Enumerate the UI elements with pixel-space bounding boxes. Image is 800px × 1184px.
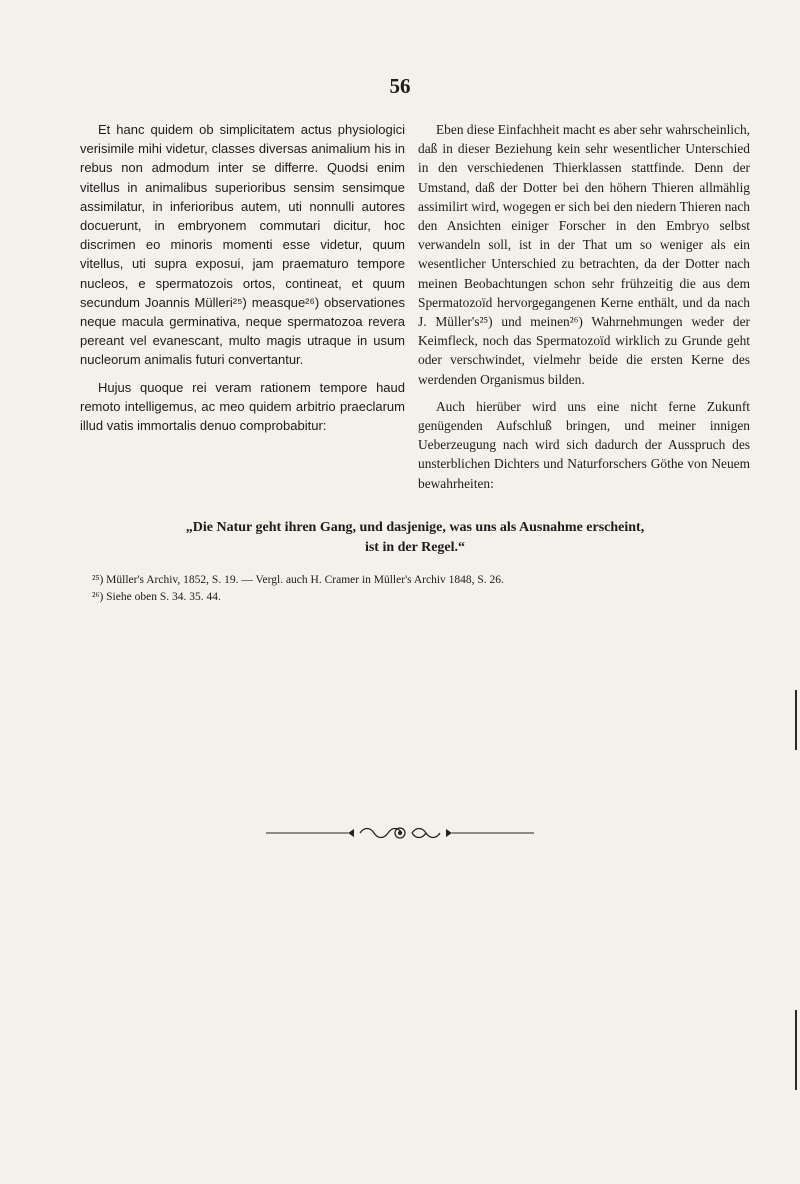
goethe-quote <box>80 518 750 558</box>
german-column <box>418 120 750 501</box>
page-edge-mark <box>795 1010 797 1090</box>
latin-column <box>80 120 405 443</box>
footnote-26: ²⁶) Siehe oben S. 34. 35. 44. <box>92 591 221 603</box>
latin-paragraph-2: Hujus quoque rei veram rationem tempore haud remoto intelligemus, ac meo quidem arbitrio praeclarum illud vatis immortalis denuo comprobabitur: <box>80 379 405 434</box>
page-number: 56 <box>389 74 411 98</box>
latin-paragraph-1: Et hanc quidem ob simplicitatem actus physiologici verisimile mihi videtur, classes diversas animalium his in rebus non admodum inter se differre. Quodsi enim vitellus in animalibus superioribus sensim sensimque assimilatur, in inferioribus autem, uti nonnulli autores docuerunt, in embryonem commutari dicitur, hoc discrimen eo minoris momenti esse videtur, quum vitellus, uti supra exposui, jam praematuro tempore nucleos, e spermatozois ortos, contineat, et quum secundum Joannis Mülleri²⁵) measque²⁶) observationes neque macula germinativa, neque spermatozoa revera pereant vel evanescant, multo magis utraque in usum nucleorum animalis futuri convertantur. <box>80 122 405 368</box>
footnote-25: ²⁵) Müller's Archiv, 1852, S. 19. — Vergl. auch H. Cramer in Müller's Archiv 1848, S. 26. <box>92 574 504 586</box>
decorative-ornament <box>266 826 534 840</box>
german-paragraph-1: Eben diese Einfachheit macht es aber sehr wahrscheinlich, daß in dieser Beziehung kein sehr wesentlicher Unterschied in den verschiedenen Thierklassen stattfinde. Denn der Umstand, daß der Dotter bei den höhern Thieren allmählig assimilirt wird, wogegen er sich bei den niedern Thieren nach den Ansichten einiger Forscher in den Embryo selbst verwandeln soll, ist in der That um so weniger als ein wesentlicher Unterschied zu betrachten, da der Dotter nach meinen Beobachtungen schon sehr frühzeitig die aus dem Spermatozoïd hervorgegangenen Kerne enthält, und da nach J. Müller's²⁵) und meinen²⁶) Wahrnehmungen weder der Keimfleck, noch das Spermatozoïd wirklich zu Grunde geht oder verschwindet, vielmehr beide die ersten Kerne des werdenden Organismus bilden. <box>418 122 750 387</box>
page-edge-mark <box>795 690 797 750</box>
quote-line-1: „Die Natur geht ihren Gang, und dasjenige, was uns als Ausnahme erscheint, <box>185 520 645 535</box>
german-paragraph-2: Auch hierüber wird uns eine nicht ferne Zukunft genügenden Aufschluß bringen, und meiner innigen Ueberzeugung nach wird sich dadurch der Ausspruch des unsterblichen Dichters und Naturforschers Göthe von Neuem bewahrheiten: <box>418 398 750 491</box>
quote-line-2: ist in der Regel.“ <box>364 540 466 555</box>
footnotes <box>92 572 750 606</box>
